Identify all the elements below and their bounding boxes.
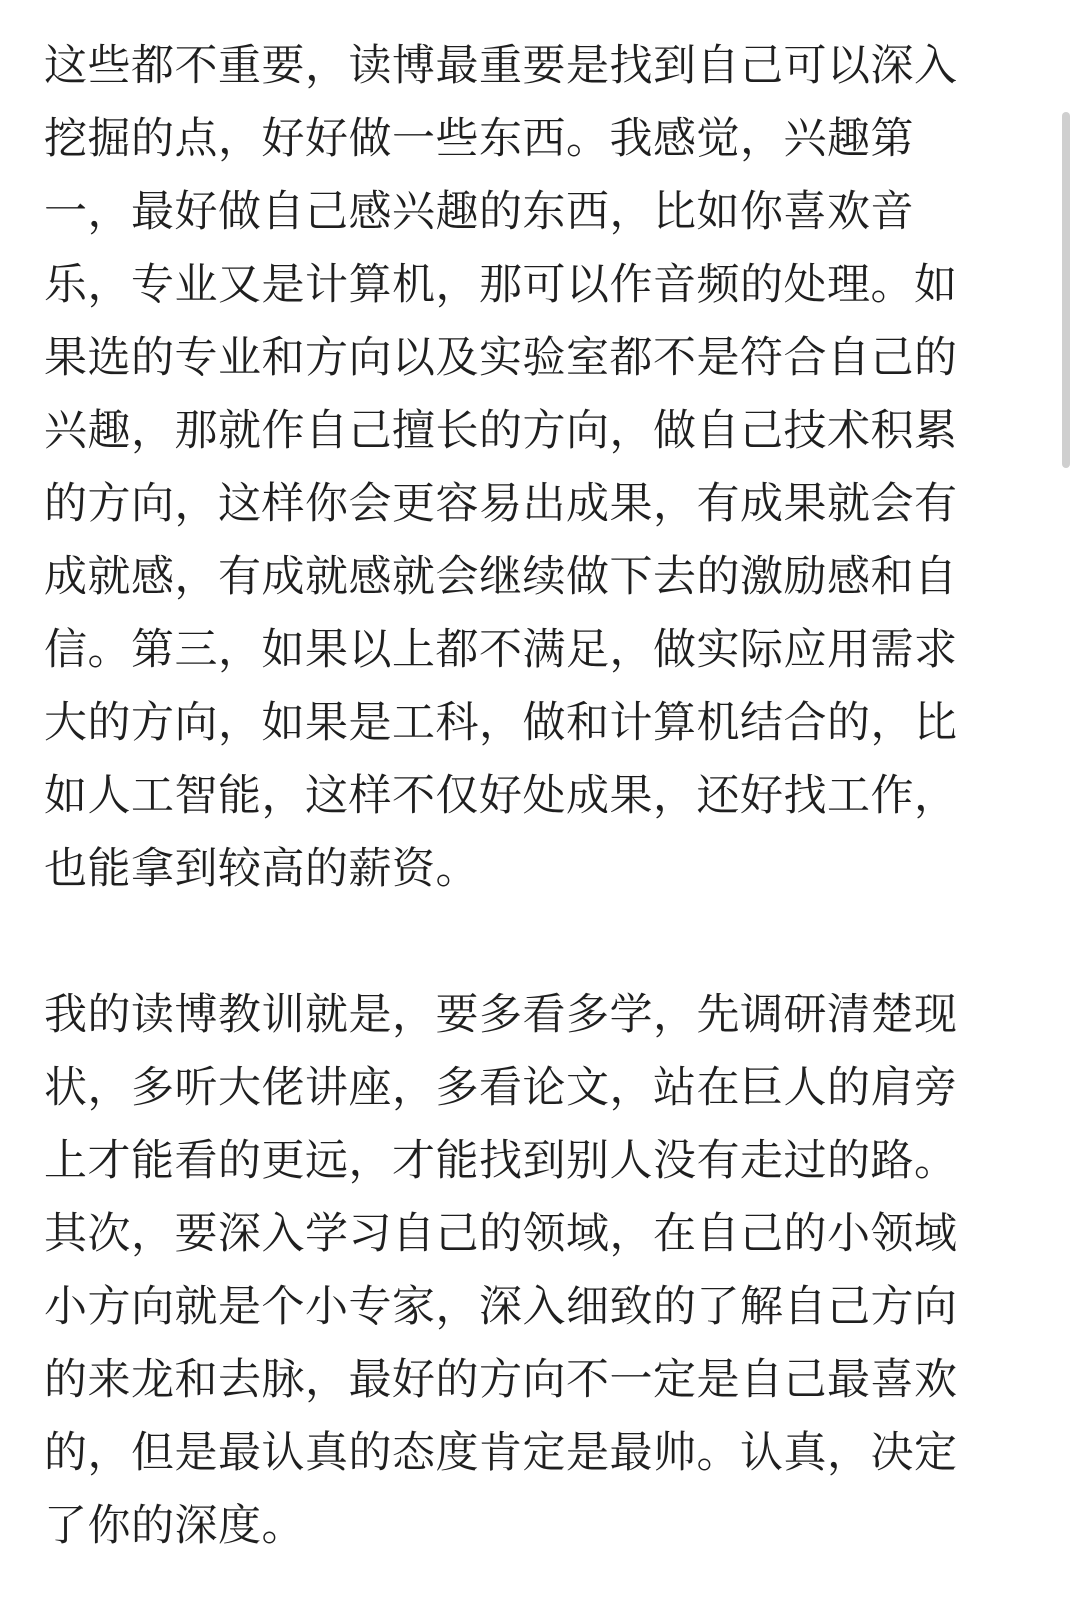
paragraph-2 — [44, 979, 1004, 1563]
text-line: 我的读博教训就是，要多看多学，先调研清楚现 — [44, 990, 958, 1040]
text-line: 信。第三，如果以上都不满足，做实际应用需求 — [44, 625, 958, 675]
text-line: 的，但是最认真的态度肯定是最帅。认真，决定 — [44, 1428, 958, 1478]
text-line: 如人工智能，这样不仅好处成果，还好找工作， — [44, 771, 958, 821]
text-line: 的方向，这样你会更容易出成果，有成果就会有 — [44, 479, 958, 529]
article-body — [44, 30, 1004, 1563]
text-line: 兴趣，那就作自己擅长的方向，做自己技术积累 — [44, 406, 958, 456]
text-line: 上才能看的更远，才能找到别人没有走过的路。 — [44, 1136, 958, 1186]
text-line: 成就感，有成就感就会继续做下去的激励感和自 — [44, 552, 958, 602]
vertical-scrollbar[interactable] — [1062, 112, 1070, 468]
text-line: 这些都不重要，读博最重要是找到自己可以深入 — [44, 41, 958, 91]
text-line: 小方向就是个小专家，深入细致的了解自己方向 — [44, 1282, 958, 1332]
text-line: 挖掘的点，好好做一些东西。我感觉，兴趣第 — [44, 114, 914, 164]
text-line: 乐，专业又是计算机，那可以作音频的处理。如 — [44, 260, 958, 310]
text-line: 也能拿到较高的薪资。 — [44, 844, 479, 894]
text-line: 状，多听大佬讲座，多看论文，站在巨人的肩旁 — [44, 1063, 958, 1113]
text-line: 了你的深度。 — [44, 1501, 305, 1551]
paragraph-gap — [44, 906, 1004, 979]
text-line: 一，最好做自己感兴趣的东西，比如你喜欢音 — [44, 187, 914, 237]
paragraph-1 — [44, 30, 1004, 906]
text-line: 其次，要深入学习自己的领域，在自己的小领域 — [44, 1209, 958, 1259]
text-line: 果选的专业和方向以及实验室都不是符合自己的 — [44, 333, 958, 383]
text-line: 大的方向，如果是工科，做和计算机结合的，比 — [44, 698, 958, 748]
text-line: 的来龙和去脉，最好的方向不一定是自己最喜欢 — [44, 1355, 958, 1405]
